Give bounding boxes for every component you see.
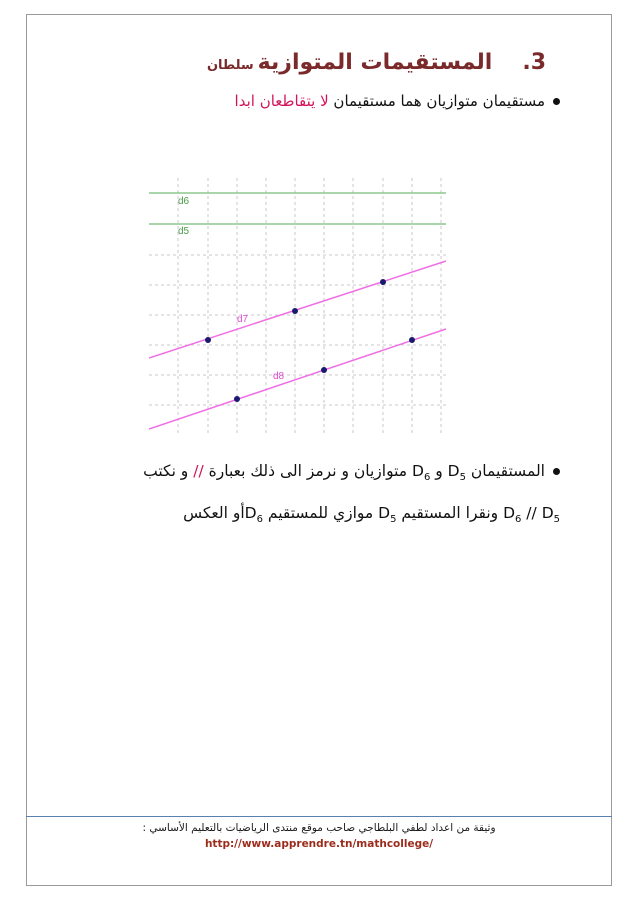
- notation-line-2: [183, 504, 560, 525]
- point: [234, 396, 240, 402]
- label-d7: d7: [237, 314, 249, 325]
- reading-d5: D: [378, 504, 391, 522]
- point: [292, 308, 298, 314]
- bullet-dot: [553, 98, 560, 105]
- line-name-d5: D: [447, 462, 460, 480]
- line-name-d5-sub: 5: [459, 472, 466, 484]
- notation-text-2: متوازيان و نرمز الى ذلك بعبارة: [203, 462, 413, 480]
- expr-d5-sub: 5: [553, 514, 560, 526]
- section-title-text: المستقيمات المتوازية: [257, 50, 493, 75]
- reading-text-3: أو العكس: [183, 504, 245, 522]
- reading-d5-sub: 5: [390, 514, 397, 526]
- section-number: 3.: [522, 50, 546, 75]
- line-name-d6: D: [412, 462, 424, 480]
- grid: [149, 178, 446, 433]
- footer-link[interactable]: http://www.apprendre.tn/mathcollege/: [204, 838, 434, 850]
- notation-bullet: [143, 462, 560, 483]
- reading-text-2: موازي للمستقيم: [262, 504, 379, 522]
- definition-text: مستقيمان متوازيان هما مستقيمان: [328, 92, 545, 110]
- line-name-d6-sub: 6: [423, 472, 431, 484]
- footer-divider: [26, 816, 612, 817]
- notation-text-3: و نكتب: [143, 462, 194, 480]
- reading-d6-sub: 6: [256, 514, 263, 526]
- definition-bullet: [235, 92, 560, 110]
- parallel-expression: [503, 504, 560, 526]
- expr-d5: D: [541, 504, 554, 522]
- bullet-dot: [553, 468, 560, 475]
- parallel-lines-figure: [149, 178, 449, 433]
- page-frame: [26, 14, 612, 886]
- notation-and: و: [430, 462, 448, 480]
- reading-text-1: ونقرا المستقيم: [396, 504, 504, 522]
- point: [321, 367, 327, 373]
- expr-d6: D: [503, 504, 515, 522]
- point: [205, 337, 211, 343]
- section-title: [207, 50, 546, 75]
- reading-d6: D: [244, 504, 257, 522]
- point: [409, 337, 415, 343]
- label-d5: d5: [178, 226, 190, 237]
- notation-text-1: المستقيمان: [465, 462, 545, 480]
- label-d6: d6: [178, 196, 190, 207]
- expr-separator: //: [521, 504, 542, 522]
- parallel-symbol: //: [193, 462, 204, 480]
- label-d8: d8: [273, 371, 285, 382]
- point: [380, 279, 386, 285]
- expr-d6-sub: 6: [515, 514, 522, 526]
- definition-highlight: لا يتقاطعان ابدا: [234, 92, 329, 110]
- section-title-signature: سلطان: [206, 58, 254, 73]
- footer-credit: وثيقة من اعداد لطفي البلطاجي صاحب موقع منتدى الرياضيات بالتعليم الأساسي :: [142, 822, 496, 834]
